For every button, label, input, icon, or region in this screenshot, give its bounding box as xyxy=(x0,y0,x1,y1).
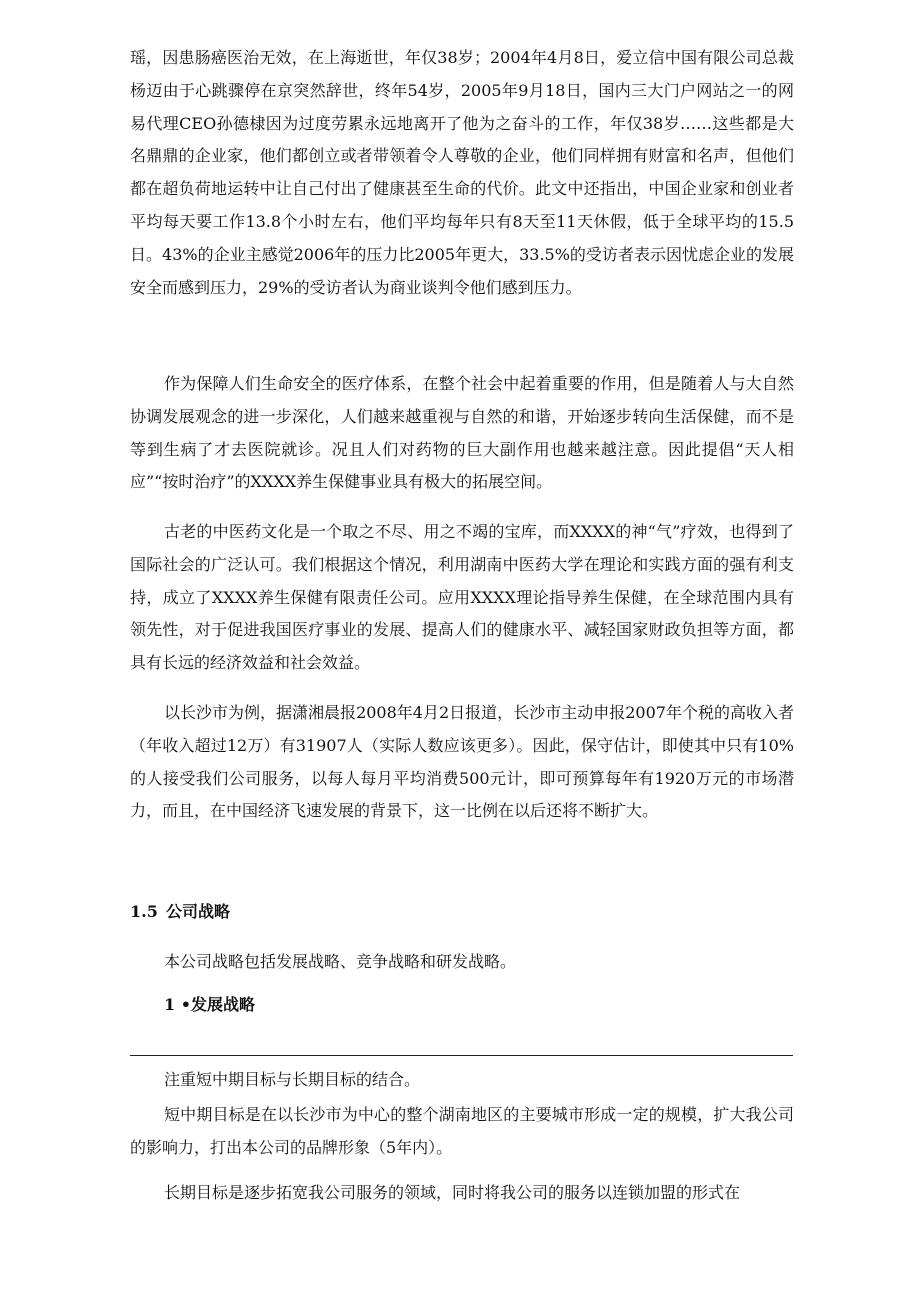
section-number: 1.5 xyxy=(130,902,158,921)
section-title: 公司战略 xyxy=(166,902,231,921)
body-paragraph: 本公司战略包括发展战略、竞争战略和研发战略。 xyxy=(164,952,517,971)
subsection-number: 1 xyxy=(164,995,176,1014)
body-paragraph: 长期目标是逐步拓宽我公司服务的领域，同时将我公司的服务以连锁加盟的形式在 xyxy=(164,1183,741,1202)
section-heading xyxy=(130,902,230,922)
page-divider xyxy=(130,1055,793,1056)
subsection-heading xyxy=(164,995,255,1015)
body-paragraph: 注重短中期目标与长期目标的结合。 xyxy=(164,1070,421,1089)
body-paragraph: 作为保障人们生命安全的医疗体系，在整个社会中起着重要的作用，但是随着人与大自然协调发展观念的进一步深化，人们越来越重视与自然的和谐，开始逐步转向生活保健，而不是等到生病了才去医院就诊。况且人们对药物的巨大副作用也越来越注意。因此提倡“天人相应”“按时治疗”的XXXX养生保健事业具有极大的拓展空间。 xyxy=(130,374,794,492)
subsection-title: •发展战略 xyxy=(180,995,255,1014)
body-paragraph: 瑶，因患肠癌医治无效，在上海逝世，年仅38岁；2004年4月8日，爱立信中国有限公司总裁杨迈由于心跳骤停在京突然辞世，终年54岁，2005年9月18日，国内三大门户网站之一的网易代理CEO孙德棣因为过度劳累永远地离开了他为之奋斗的工作，年仅38岁……这些都是大名鼎鼎的企业家，他们都创立或者带领着令人尊敬的企业，他们同样拥有财富和名声，但他们都在超负荷地运转中让自己付出了健康甚至生命的代价。此文中还指出，中国企业家和创业者平均每天要工作13.8个小时左右，他们平均每年只有8天至11天休假，低于全球平均的15.5日。43%的企业主感觉2006年的压力比2005年更大，33.5%的受访者表示因忧虑企业的发展安全而感到压力，29%的受访者认为商业谈判令他们感到压力。 xyxy=(130,48,794,297)
body-paragraph: 短中期目标是在以长沙市为中心的整个湖南地区的主要城市形成一定的规模，扩大我公司的影响力，打出本公司的品牌形象（5年内）。 xyxy=(130,1105,794,1157)
body-paragraph: 古老的中医药文化是一个取之不尽、用之不竭的宝库，而XXXX的神“气”疗效，也得到了国际社会的广泛认可。我们根据这个情况，利用湖南中医药大学在理论和实践方面的强有利支持，成立了XXXX养生保健有限责任公司。应用XXXX理论指导养生保健，在全球范围内具有领先性，对于促进我国医疗事业的发展、提高人们的健康水平、减轻国家财政负担等方面，都具有长远的经济效益和社会效益。 xyxy=(130,522,794,673)
body-paragraph: 以长沙市为例，据潇湘晨报2008年4月2日报道，长沙市主动申报2007年个税的高收入者（年收入超过12万）有31907人（实际人数应该更多）。因此，保守估计，即使其中只有10%的人接受我们公司服务，以每人每月平均消费500元计，即可预算每年有1920万元的市场潜力，而且，在中国经济飞速发展的背景下，这一比例在以后还将不断扩大。 xyxy=(130,703,794,821)
